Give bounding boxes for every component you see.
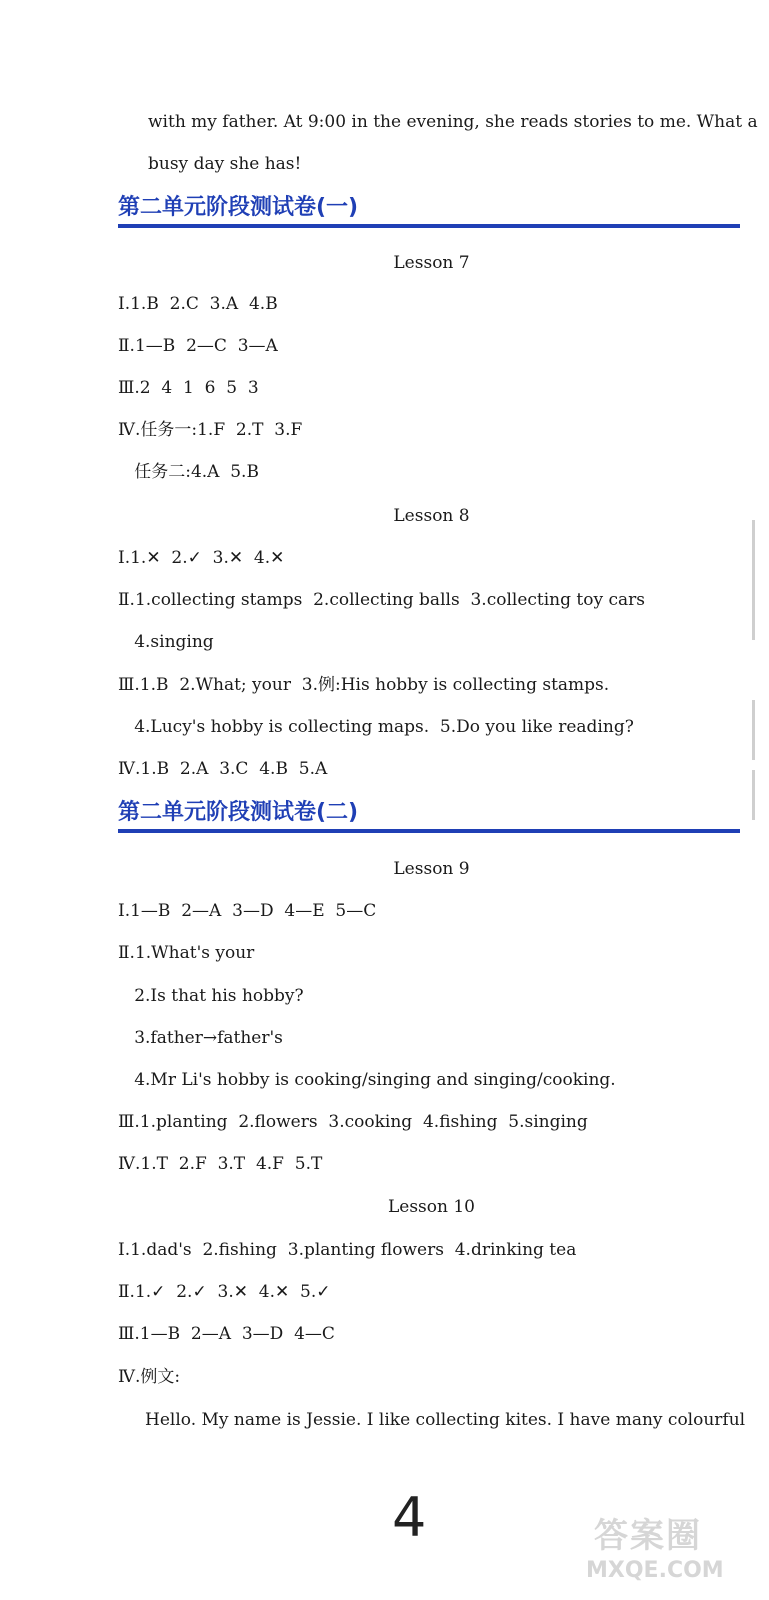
answer-line: Ⅲ.2 4 1 6 5 3: [118, 378, 259, 398]
answer-line: Ⅰ.1.dad's 2.fishing 3.planting flowers 4.drinking tea: [118, 1240, 577, 1260]
answer-line: Ⅱ.1.collecting stamps 2.collecting balls 3.collecting toy cars: [118, 590, 645, 610]
watermark-logo-text: 答案圈: [594, 1516, 702, 1556]
lesson-heading: Lesson 10: [387, 1197, 476, 1217]
page-number: 4: [392, 1486, 427, 1549]
continuation-line: with my father. At 9:00 in the evening, she reads stories to me. What a: [148, 112, 758, 132]
answer-line: 4.singing: [118, 632, 214, 652]
section-title: 第二单元阶段测试卷(二): [118, 798, 740, 833]
answer-line: 任务二:4.A 5.B: [118, 462, 259, 482]
answer-line: 2.Is that his hobby?: [118, 986, 304, 1006]
answer-line: Ⅳ.1.B 2.A 3.C 4.B 5.A: [118, 759, 328, 779]
answer-line: Ⅰ.1.✕ 2.✓ 3.✕ 4.✕: [118, 548, 285, 568]
answer-line: Ⅰ.1.B 2.C 3.A 4.B: [118, 294, 278, 314]
lesson-heading: Lesson 8: [393, 506, 470, 526]
answer-line: Ⅲ.1.planting 2.flowers 3.cooking 4.fishing 5.singing: [118, 1112, 588, 1132]
scan-edge-mark: [752, 770, 755, 820]
answer-line: Hello. My name is Jessie. I like collecting kites. I have many colourful: [118, 1410, 746, 1430]
answer-line: Ⅲ.1—B 2—A 3—D 4—C: [118, 1324, 335, 1344]
section-title: 第二单元阶段测试卷(一): [118, 193, 740, 228]
continuation-line: busy day she has!: [148, 154, 302, 174]
answer-line: Ⅱ.1.What's your: [118, 943, 255, 963]
answer-line: 4.Mr Li's hobby is cooking/singing and singing/cooking.: [118, 1070, 616, 1090]
watermark-url: MXQE.COM: [586, 1558, 724, 1583]
answer-line: Ⅳ.1.T 2.F 3.T 4.F 5.T: [118, 1154, 323, 1174]
answer-line: Ⅳ.任务一:1.F 2.T 3.F: [118, 420, 303, 440]
scan-edge-mark: [752, 700, 755, 760]
answer-line: Ⅳ.例文:: [118, 1367, 181, 1387]
answer-line: Ⅰ.1—B 2—A 3—D 4—E 5—C: [118, 901, 377, 921]
lesson-heading: Lesson 9: [393, 859, 470, 879]
answer-line: Ⅲ.1.B 2.What; your 3.例:His hobby is collecting stamps.: [118, 675, 610, 695]
answer-line: Ⅱ.1—B 2—C 3—A: [118, 336, 278, 356]
answer-line: 4.Lucy's hobby is collecting maps. 5.Do you like reading?: [118, 717, 634, 737]
lesson-heading: Lesson 7: [393, 253, 470, 273]
watermark-logo: [586, 1508, 762, 1594]
scan-edge-mark: [752, 520, 755, 640]
answer-line: Ⅱ.1.✓ 2.✓ 3.✕ 4.✕ 5.✓: [118, 1282, 331, 1302]
answer-line: 3.father→father's: [118, 1028, 283, 1048]
